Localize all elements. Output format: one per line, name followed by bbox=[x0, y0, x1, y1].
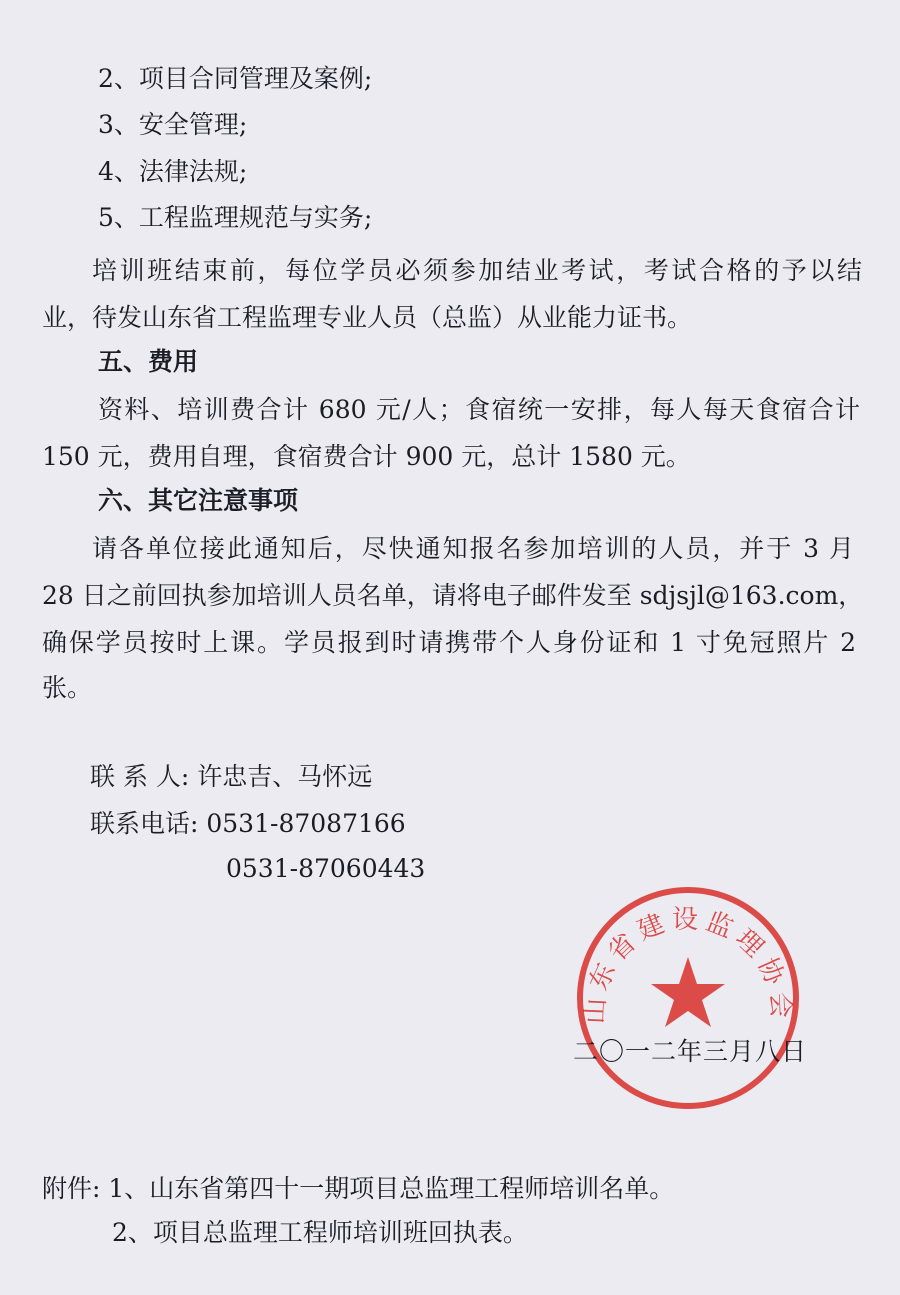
exam-paragraph-line: 培训班结束前，每位学员必须参加结业考试，考试合格的予以结 bbox=[92, 256, 862, 285]
document-date: 二〇一二年三月八日 bbox=[573, 1037, 808, 1066]
attachment-line: 附件: 1、山东省第四十一期项目总监理工程师培训名单。 bbox=[42, 1174, 675, 1203]
attachment-line: 2、项目总监理工程师培训班回执表。 bbox=[112, 1218, 528, 1247]
fees-paragraph-line: 资料、培训费合计 680 元/人；食宿统一安排，每人每天食宿合计 bbox=[98, 395, 860, 424]
list-item: 2、项目合同管理及案例; bbox=[98, 64, 373, 93]
contact-phone: 联系电话: 0531-87087166 bbox=[90, 809, 406, 838]
section-heading-notes: 六、其它注意事项 bbox=[98, 486, 299, 515]
notes-paragraph-line: 确保学员按时上课。学员报到时请携带个人身份证和 1 寸免冠照片 2 bbox=[42, 628, 856, 657]
exam-paragraph-line: 业，待发山东省工程监理专业人员（总监）从业能力证书。 bbox=[42, 303, 693, 332]
official-seal bbox=[575, 885, 801, 1111]
fees-paragraph-line: 150 元，费用自理，食宿费合计 900 元，总计 1580 元。 bbox=[42, 442, 691, 471]
section-heading-fees: 五、费用 bbox=[98, 347, 199, 376]
seal-star-icon bbox=[651, 957, 725, 1027]
list-item: 5、工程监理规范与实务; bbox=[98, 203, 373, 232]
list-item: 4、法律法规; bbox=[98, 157, 248, 186]
notes-paragraph-line: 28 日之前回执参加培训人员名单，请将电子邮件发至 sdjsjl@163.com， bbox=[42, 581, 864, 610]
notes-paragraph-line: 张。 bbox=[42, 673, 93, 702]
seal-text: 山东省建设监理协会 bbox=[580, 905, 796, 1025]
notes-paragraph-line: 请各单位接此通知后，尽快通知报名参加培训的人员，并于 3 月 bbox=[92, 534, 854, 563]
list-item: 3、安全管理; bbox=[98, 110, 248, 139]
contact-person: 联 系 人: 许忠吉、马怀远 bbox=[90, 762, 373, 791]
contact-phone-2: 0531-87060443 bbox=[226, 854, 426, 883]
